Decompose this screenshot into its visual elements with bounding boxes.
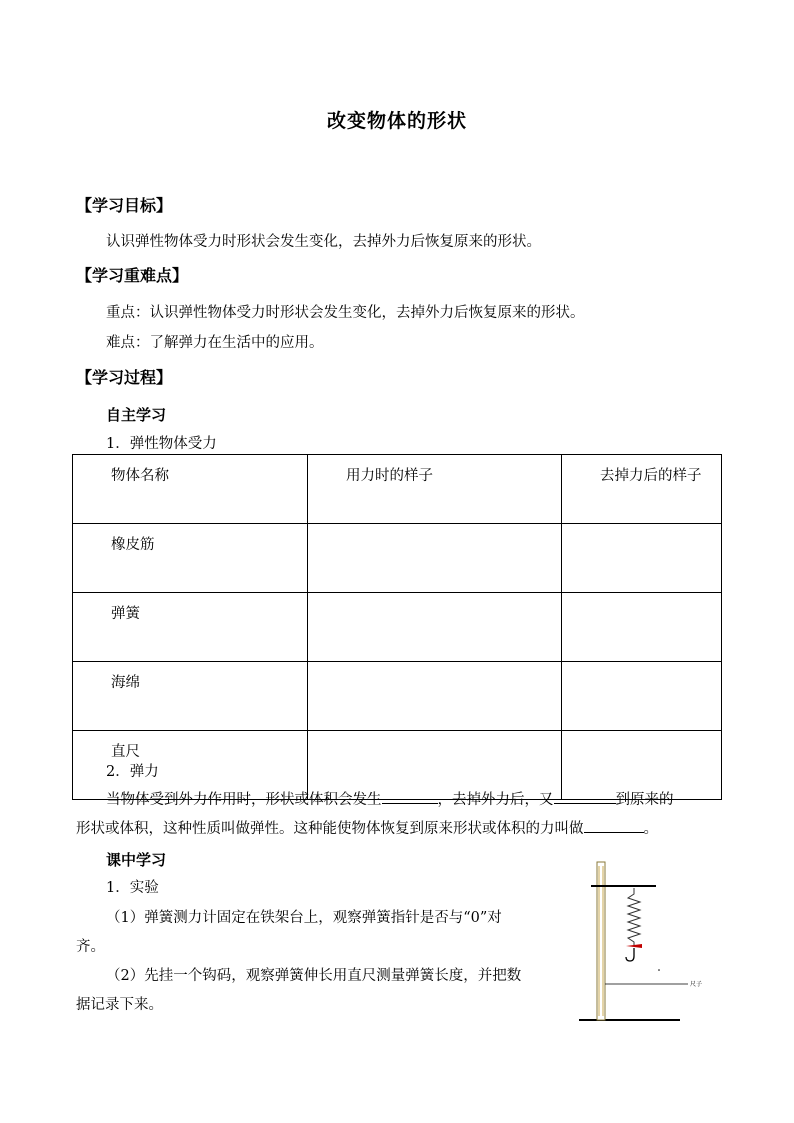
page-title: 改变物体的形状: [326, 110, 467, 132]
spring-scale-figure: [576, 858, 716, 1028]
elastic-text-part2: ，去掉外力后，又: [437, 792, 554, 808]
learning-process-heading: 【学习过程】: [76, 368, 173, 387]
difficulty-text: 难点：了解弹力在生活中的应用。: [106, 335, 324, 351]
step2-line1: （2）先挂一个钩码，观察弹簧伸长用直尺测量弹簧长度，并把数: [106, 968, 522, 984]
elastic-text-part5: 。: [643, 821, 658, 837]
step1-line2: 齐。: [76, 939, 105, 955]
header-under-force: 用力时的样子: [308, 455, 562, 524]
table-row: [73, 593, 722, 662]
learning-goals-text: 认识弹性物体受力时形状会发生变化，去掉外力后恢复原来的形状。: [106, 234, 541, 250]
step2-line2: 据记录下来。: [76, 997, 163, 1013]
row-object-name: 橡皮筋: [73, 524, 308, 593]
self-study-heading: 自主学习: [106, 406, 167, 424]
row-object-name: 弹簧: [73, 593, 308, 662]
focus-text: 重点：认识弹性物体受力时形状会发生变化，去掉外力后恢复原来的形状。: [106, 305, 585, 321]
key-points-heading: 【学习重难点】: [76, 266, 189, 285]
fill-blank-2[interactable]: [554, 788, 616, 804]
empty-cell[interactable]: [308, 662, 562, 731]
table-row: [73, 662, 722, 731]
row-object-name: 直尺: [73, 731, 308, 800]
elastic-text-part3: 到原来的: [615, 792, 674, 808]
empty-cell[interactable]: [562, 593, 722, 662]
spring: [628, 888, 640, 946]
elastic-text-part1: 当物体受到外力作用时，形状或体积会发生: [106, 792, 382, 808]
empty-cell[interactable]: [308, 593, 562, 662]
hook: [626, 948, 634, 961]
fill-blank-1[interactable]: [382, 788, 438, 804]
empty-cell[interactable]: [562, 524, 722, 593]
fill-blank-3[interactable]: [584, 817, 644, 833]
item-2-label: 2．弹力: [106, 764, 159, 780]
dot-mark: [658, 969, 660, 971]
elastic-objects-table: [72, 454, 722, 800]
elastic-definition-paragraph: [76, 786, 722, 815]
learning-goals-heading: 【学习目标】: [76, 196, 173, 215]
elastic-definition-paragraph-line2: [76, 815, 722, 844]
table-row: [73, 524, 722, 593]
empty-cell[interactable]: [562, 662, 722, 731]
row-object-name: 海绵: [73, 662, 308, 731]
experiment-label: 1．实验: [106, 880, 159, 896]
ruler-label: 尺子: [690, 981, 703, 988]
class-study-heading: 课中学习: [106, 851, 167, 869]
table-header-row: [73, 455, 722, 524]
header-after-force: 去掉力后的样子: [562, 455, 722, 524]
step1-line1: （1）弹簧测力计固定在铁架台上，观察弹簧指针是否与“0”对: [106, 910, 502, 926]
spring-scale-diagram: [576, 858, 716, 1028]
empty-cell[interactable]: [308, 524, 562, 593]
header-object-name: 物体名称: [73, 455, 308, 524]
item-1-label: 1．弹性物体受力: [106, 436, 217, 452]
elastic-text-part4: 形状或体积，这种性质叫做弹性。这种能使物体恢复到原来形状或体积的力叫做: [76, 821, 584, 837]
